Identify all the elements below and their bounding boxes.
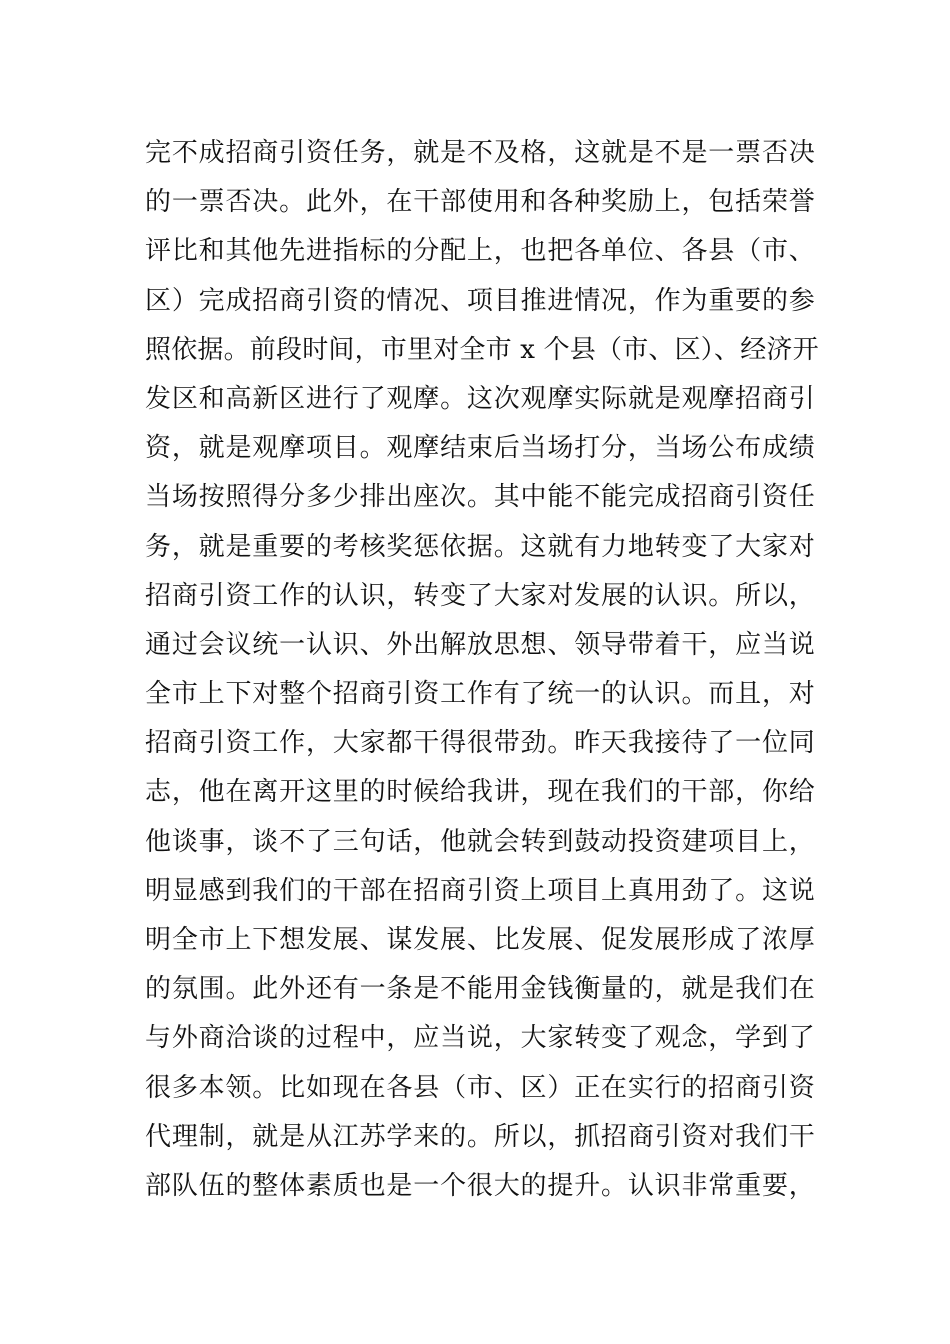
text-line: 部队伍的整体素质也是一个很大的提升。认识非常重要，: [145, 1170, 815, 1201]
body-text: [145, 129, 819, 1211]
text-line: 通过会议统一认识、外出解放思想、领导带着干，应当说: [145, 629, 815, 660]
text-line: 评比和其他先进指标的分配上，也把各单位、各县（市、: [145, 236, 815, 267]
text-line: 代理制，就是从江苏学来的。所以，抓招商引资对我们干: [145, 1121, 815, 1152]
text-line: 完不成招商引资任务，就是不及格，这就是不是一票否决: [145, 138, 815, 168]
text-line: 的氛围。此外还有一条是不能用金钱衡量的，就是我们在: [145, 974, 815, 1005]
text-line: 志，他在离开这里的时候给我讲，现在我们的干部，你给: [145, 777, 815, 808]
text-line: 资，就是观摩项目。观摩结束后当场打分，当场公布成绩: [145, 433, 815, 464]
text-line: 明显感到我们的干部在招商引资上项目上真用劲了。这说: [145, 875, 815, 906]
text-line: 的一票否决。此外，在干部使用和各种奖励上，包括荣誉: [145, 187, 815, 218]
text-line: 他谈事，谈不了三句话，他就会转到鼓动投资建项目上，: [145, 826, 815, 857]
text-line: 务，就是重要的考核奖惩依据。这就有力地转变了大家对: [145, 531, 815, 562]
text-line: 与外商洽谈的过程中，应当说，大家转变了观念，学到了: [145, 1023, 815, 1054]
text-line: 很多本领。比如现在各县（市、区）正在实行的招商引资: [145, 1072, 815, 1103]
text-line: 区）完成招商引资的情况、项目推进情况，作为重要的参: [145, 285, 815, 316]
text-line: 招商引资工作，大家都干得很带劲。昨天我接待了一位同: [145, 728, 815, 759]
text-line: 照依据。前段时间，市里对全市 x 个县（市、区）、经济开: [145, 334, 819, 365]
text-line: 发区和高新区进行了观摩。这次观摩实际就是观摩招商引: [145, 383, 815, 414]
text-line: 当场按照得分多少排出座次。其中能不能完成招商引资任: [145, 482, 815, 513]
text-line: 招商引资工作的认识，转变了大家对发展的认识。所以，: [145, 580, 815, 611]
text-line: 全市上下对整个招商引资工作有了统一的认识。而且，对: [145, 679, 815, 710]
text-line: 明全市上下想发展、谋发展、比发展、促发展形成了浓厚: [145, 925, 815, 955]
